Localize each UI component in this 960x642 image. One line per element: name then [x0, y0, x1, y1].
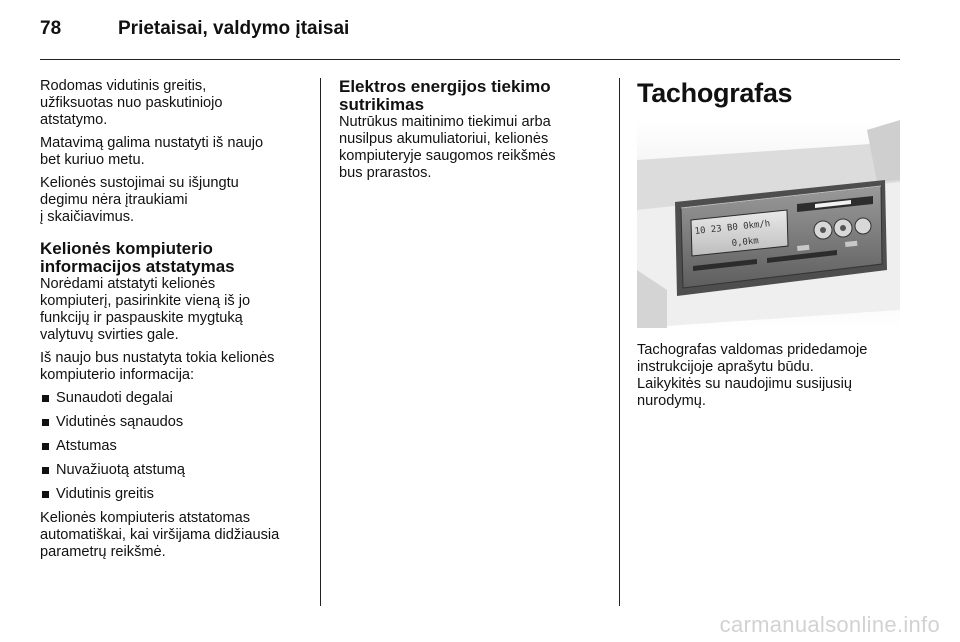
bullet-square-icon: [42, 395, 49, 402]
paragraph-average-speed: Rodomas vidutinis greitis, užfiksuotas nuo paskutiniojo atstatymo.: [40, 78, 223, 128]
column-right: [637, 78, 902, 416]
page-number: 78: [40, 18, 62, 39]
paragraph-reset-list-intro: Iš naujo bus nustatyta tokia kelionės kompiuterio informacija:: [40, 350, 275, 383]
paragraph-auto-reset: Kelionės kompiuteris atstatomas automatiškai, kai viršijama didžiausia parametrų reikšmė.: [40, 510, 280, 560]
column-divider-1: [320, 78, 321, 606]
reset-items-list: [40, 390, 312, 503]
paragraph-tachograph-operation: Tachografas valdomas pridedamoje instrukcijoje aprašytu būdu. Laikykitės su naudojimu susijusių nurodymų.: [637, 342, 868, 409]
paragraph-stops: Kelionės sustojimai su išjungtu degimu nėra įtraukiami į skaičiavimus.: [40, 175, 239, 225]
list-item: Vidutinės sąnaudos: [40, 414, 312, 431]
section-heading-tachograph: Tachografas: [637, 78, 793, 108]
list-item: Sunaudoti degalai: [40, 390, 312, 407]
bullet-square-icon: [42, 491, 49, 498]
watermark: carmanualsonline.info: [719, 612, 940, 637]
bullet-square-icon: [42, 419, 49, 426]
column-divider-2: [619, 78, 620, 606]
section-heading-power-failure: Elektros energijos tiekimo sutrikimas: [339, 77, 551, 114]
paragraph-reset-instructions: Norėdami atstatyti kelionės kompiuterį, pasirinkite vieną iš jo funkcijų ir paspauskite mygtuką valytuvų svirties gale.: [40, 276, 251, 343]
list-item: Nuvažiuotą atstumą: [40, 462, 312, 479]
page-header: [40, 18, 349, 50]
paragraph-reset-anytime: Matavimą galima nustatyti iš naujo bet kuriuo metu.: [40, 135, 264, 168]
paragraph-power-failure: Nutrūkus maitinimo tiekimui arba nusilpus akumuliatoriui, kelionės kompiuteryje saugomos reikšmės bus prarastos.: [339, 114, 556, 181]
bullet-square-icon: [42, 467, 49, 474]
bullet-square-icon: [42, 443, 49, 450]
section-heading-reset: Kelionės kompiuterio informacijos atstatymas: [40, 239, 235, 276]
tachograph-illustration: [637, 120, 900, 328]
column-middle: [339, 78, 611, 188]
lcd-line-1: 10 23 B0 0km/h: [694, 219, 771, 237]
column-left: [40, 78, 312, 567]
lcd-line-2: 0,0km: [731, 236, 760, 249]
header-divider: [40, 59, 900, 60]
list-item: Vidutinis greitis: [40, 486, 312, 503]
list-item: Atstumas: [40, 438, 312, 455]
page-title: Prietaisai, valdymo įtaisai: [118, 18, 350, 39]
